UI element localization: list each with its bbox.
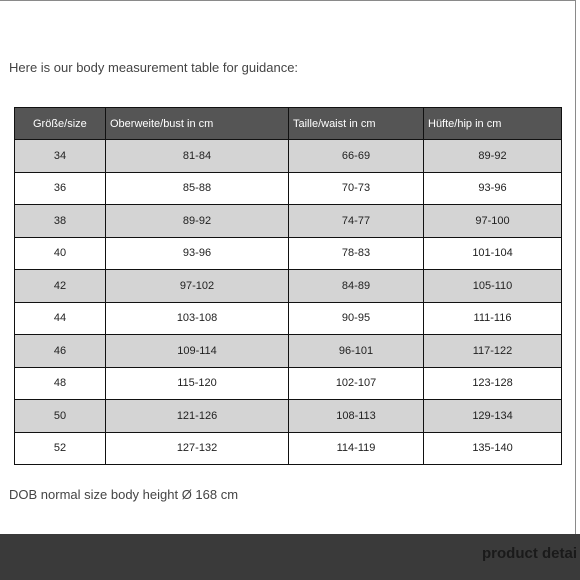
size-table xyxy=(14,107,562,465)
cell-size: 46 xyxy=(15,335,106,368)
cell-bust: 89-92 xyxy=(106,205,289,238)
cell-bust: 97-102 xyxy=(106,270,289,303)
header-waist: Taille/waist in cm xyxy=(289,108,424,140)
table-row xyxy=(15,367,562,400)
cell-hip: 117-122 xyxy=(424,335,562,368)
cell-waist: 84-89 xyxy=(289,270,424,303)
cell-waist: 96-101 xyxy=(289,335,424,368)
cell-waist: 102-107 xyxy=(289,367,424,400)
cell-bust: 93-96 xyxy=(106,237,289,270)
header-size: Größe/size xyxy=(15,108,106,140)
cell-waist: 66-69 xyxy=(289,140,424,173)
cell-size: 40 xyxy=(15,237,106,270)
cell-size: 42 xyxy=(15,270,106,303)
cell-size: 50 xyxy=(15,400,106,433)
cell-hip: 129-134 xyxy=(424,400,562,433)
header-bust: Oberweite/bust in cm xyxy=(106,108,289,140)
cell-waist: 74-77 xyxy=(289,205,424,238)
cell-size: 52 xyxy=(15,432,106,465)
table-row xyxy=(15,205,562,238)
cell-waist: 78-83 xyxy=(289,237,424,270)
cell-size: 36 xyxy=(15,172,106,205)
table-row xyxy=(15,140,562,173)
cell-size: 48 xyxy=(15,367,106,400)
table-header-row xyxy=(15,108,562,140)
cell-hip: 105-110 xyxy=(424,270,562,303)
cell-bust: 121-126 xyxy=(106,400,289,433)
cell-hip: 135-140 xyxy=(424,432,562,465)
cell-bust: 81-84 xyxy=(106,140,289,173)
right-divider xyxy=(575,0,576,534)
cell-size: 34 xyxy=(15,140,106,173)
cell-hip: 123-128 xyxy=(424,367,562,400)
top-divider xyxy=(0,0,575,1)
product-details-tab[interactable]: product detai xyxy=(482,545,578,562)
intro-text: Here is our body measurement table for guidance: xyxy=(9,60,299,75)
cell-bust: 127-132 xyxy=(106,432,289,465)
table-row xyxy=(15,432,562,465)
cell-size: 38 xyxy=(15,205,106,238)
cell-waist: 108-113 xyxy=(289,400,424,433)
cell-size: 44 xyxy=(15,302,106,335)
cell-waist: 70-73 xyxy=(289,172,424,205)
cell-hip: 101-104 xyxy=(424,237,562,270)
cell-hip: 111-116 xyxy=(424,302,562,335)
bottom-bar xyxy=(0,534,580,580)
header-hip: Hüfte/hip in cm xyxy=(424,108,562,140)
table-row xyxy=(15,237,562,270)
cell-bust: 103-108 xyxy=(106,302,289,335)
table-row xyxy=(15,400,562,433)
cell-hip: 93-96 xyxy=(424,172,562,205)
cell-waist: 90-95 xyxy=(289,302,424,335)
table-row xyxy=(15,335,562,368)
cell-waist: 114-119 xyxy=(289,432,424,465)
cell-bust: 109-114 xyxy=(106,335,289,368)
cell-bust: 85-88 xyxy=(106,172,289,205)
cell-bust: 115-120 xyxy=(106,367,289,400)
table-row xyxy=(15,172,562,205)
body-height-note: DOB normal size body height Ø 168 cm xyxy=(9,487,239,502)
cell-hip: 89-92 xyxy=(424,140,562,173)
cell-hip: 97-100 xyxy=(424,205,562,238)
table-row xyxy=(15,302,562,335)
table-row xyxy=(15,270,562,303)
